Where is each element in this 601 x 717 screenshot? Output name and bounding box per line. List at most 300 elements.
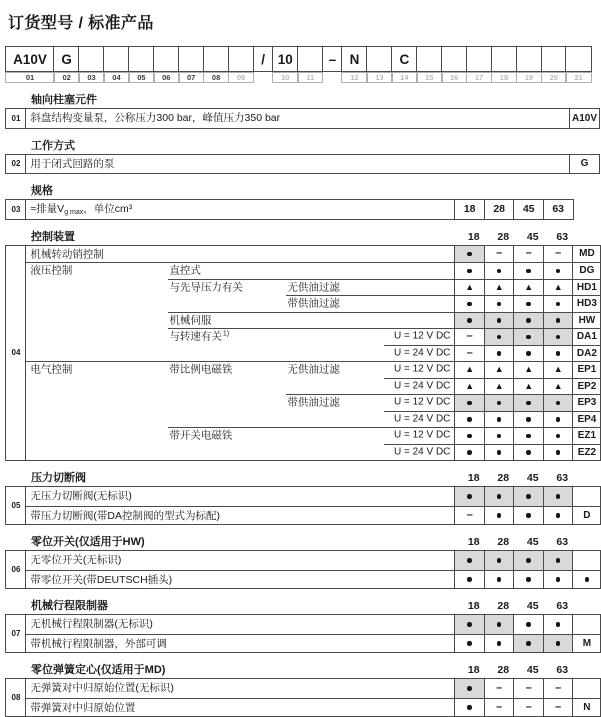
row-separator-line [26,262,454,263]
row-labels [26,411,454,428]
availability-cell [543,551,573,570]
dot-symbol [526,417,531,422]
order-code-separator: – [322,46,343,72]
position-number: 10 [272,72,299,83]
size-header-label: 18 [467,536,480,548]
availability-cell [454,551,484,570]
row-description: 用于闭式回路的泵 [30,157,115,170]
section-header [31,140,600,153]
position-number: 14 [391,72,418,83]
size-header-label: 18 [467,230,480,243]
availability-cell [543,427,573,444]
page-title: 订货型号 / 标准产品 [8,15,154,32]
row-number: 05 [5,486,27,525]
availability-cell [513,507,543,525]
table-row [26,378,600,395]
availability-cell [484,361,514,378]
order-code-box [565,46,592,72]
order-code-box [441,46,468,72]
availability-cell [484,427,514,444]
section-title: 机械行程限制器 [31,600,108,612]
triangle-symbol: ▲ [524,380,534,391]
section-header [31,536,600,549]
position-number: 07 [178,72,205,83]
size-header-label: 45 [526,536,539,548]
availability-cell [513,411,543,428]
code-cell: HD1 [572,279,600,296]
voltage-label: U = 24 V DC [393,413,451,425]
code-cell [572,571,600,589]
section-title: 控制装置 [31,230,75,243]
dash-symbol: – [496,247,503,260]
availability-cell [484,394,514,411]
order-code-bar [5,46,600,72]
availability-cell [513,394,543,411]
availability-cell [484,411,514,428]
dot-symbol [585,577,590,582]
order-code-box [103,46,130,72]
dot-symbol [526,318,531,323]
position-number: 03 [78,72,105,83]
section-header [31,94,600,107]
position-number: 12 [341,72,368,83]
size-cell: 63 [543,200,573,219]
availability-cell [513,487,543,506]
availability-cell [454,615,484,634]
availability-cell [543,679,573,698]
dot-symbol [556,622,561,627]
dot-symbol [467,269,472,274]
availability-cell [513,246,543,263]
availability-cell [513,361,543,378]
section-table [25,199,574,220]
availability-cell [484,507,514,525]
table-row [26,615,600,634]
position-number: 01 [5,72,55,83]
dot-symbol [556,577,561,582]
dot-symbol [497,450,502,455]
section-08 [5,664,600,717]
availability-cell [513,312,543,329]
dash-symbol: – [525,681,532,694]
control-label: 与先导压力有关 [169,281,243,294]
dot-symbol [556,417,561,422]
section-body [5,108,600,129]
availability-cell [454,571,484,589]
section-body [5,678,600,717]
size-header-label: 63 [556,600,569,612]
dot-symbol [526,558,531,563]
availability-cell [513,699,543,717]
row-labels [26,444,454,461]
dot-symbol [526,494,531,499]
availability-cell [454,361,484,378]
dot-symbol [526,641,531,646]
order-code-box: N [341,46,368,72]
section-table [25,550,601,589]
triangle-symbol: ▲ [553,380,563,391]
control-label: 液压控制 [30,264,73,277]
dot-symbol [497,335,502,340]
size-header-label: 28 [497,600,510,612]
dot-symbol [497,641,502,646]
section-table [25,678,601,717]
row-labels [26,295,454,312]
position-number: 09 [228,72,255,83]
availability-cell [454,394,484,411]
section-02 [5,140,600,175]
dot-symbol [497,513,502,518]
position-number: 16 [441,72,468,83]
availability-cell [454,507,484,525]
availability-cell [454,328,484,345]
row-number: 01 [5,108,27,129]
size-header-label: 18 [467,664,480,676]
dot-symbol [497,434,502,439]
control-label: 无供油过滤 [287,281,340,294]
dot-symbol [526,434,531,439]
dot-symbol [497,494,502,499]
table-row [26,246,600,263]
section-title: 轴向柱塞元件 [31,94,97,106]
position-number: 13 [366,72,393,83]
code-cell: EP2 [572,378,600,395]
availability-cell [513,635,543,653]
availability-cell [484,487,514,506]
voltage-label: U = 24 V DC [393,446,451,458]
size-header-label: 63 [556,472,569,484]
order-code-box [491,46,518,72]
row-separator-line [384,411,454,412]
availability-cell [454,444,484,461]
position-number: 20 [541,72,568,83]
dash-symbol: – [555,700,562,713]
availability-cell [513,427,543,444]
table-row [26,262,600,279]
order-code-box [203,46,230,72]
row-description: 无零位开关(无标识) [30,554,122,566]
triangle-symbol: ▲ [494,281,504,292]
availability-cell [484,262,514,279]
size-header-label: 28 [497,230,510,243]
dot-symbol [467,577,472,582]
voltage-label: U = 12 V DC [393,396,451,408]
availability-cell [484,312,514,329]
section-header [31,472,600,485]
section-body [5,614,600,653]
section-table [25,486,601,525]
row-description: 无压力切断阀(无标识) [30,490,132,502]
row-number: 07 [5,614,27,653]
section-title: 零位弹簧定心(仅适用于MD) [31,664,166,676]
size-header-label: 18 [467,600,480,612]
code-cell: G [569,155,599,174]
triangle-symbol: ▲ [553,364,563,375]
dot-symbol [556,494,561,499]
order-code-box [178,46,205,72]
row-labels [26,427,454,444]
section-01 [5,94,600,129]
dot-symbol [467,302,472,307]
section-table [25,154,600,175]
dot-symbol [526,577,531,582]
dot-symbol [526,269,531,274]
row-description: 带零位开关(带DEUTSCH插头) [30,573,173,586]
row-description: 无弹簧对中归原始位置(无标识) [30,682,174,694]
section-title: 零位开关(仅适用于HW) [31,536,145,548]
table-row [26,698,600,717]
dot-symbol [526,302,531,307]
triangle-symbol: ▲ [524,364,534,375]
dot-symbol [556,641,561,646]
availability-cell [543,635,573,653]
availability-cell [513,328,543,345]
size-cell: 45 [513,200,543,219]
table-row [26,155,599,174]
order-code-box [128,46,155,72]
availability-cell [484,444,514,461]
order-code-box: C [391,46,418,72]
triangle-symbol: ▲ [465,364,475,375]
triangle-symbol: ▲ [465,281,475,292]
dot-symbol [526,335,531,340]
availability-cell [513,378,543,395]
row-number: 06 [5,550,27,589]
row-labels [26,345,454,362]
dot-symbol [497,401,502,406]
row-labels [26,312,454,329]
order-code-box: 10 [272,46,299,72]
section-header [31,664,600,677]
size-header-label: 63 [556,664,569,676]
section-title: 工作方式 [31,139,75,152]
order-code-box [78,46,105,72]
availability-cell [543,345,573,362]
dot-symbol [467,252,472,257]
code-cell: A10V [569,109,599,128]
dot-symbol [526,401,531,406]
section-03 [5,185,600,220]
availability-cell [543,295,573,312]
availability-cell [513,262,543,279]
control-label: 无供油过滤 [287,363,340,376]
availability-cell [543,444,573,461]
position-number [253,72,274,83]
size-header-label: 45 [526,230,539,243]
availability-cell [454,679,484,698]
code-cell [572,487,600,506]
availability-cell [484,699,514,717]
table-row [26,444,600,461]
availability-cell [543,328,573,345]
row-labels [26,394,454,411]
dot-symbol [467,705,472,710]
dot-symbol [556,513,561,518]
code-cell: EP4 [572,411,600,428]
availability-cell [484,295,514,312]
row-labels [26,279,454,296]
size-cell: 28 [484,200,514,219]
availability-cell [484,378,514,395]
position-number: 19 [516,72,543,83]
row-separator-line [384,378,454,379]
voltage-label: U = 24 V DC [393,347,451,359]
dot-symbol [556,335,561,340]
voltage-label: U = 12 V DC [393,330,451,342]
availability-cell [454,345,484,362]
availability-cell [454,635,484,653]
dash-symbol: – [466,330,473,343]
table-row [26,295,600,312]
code-cell: DG [572,262,600,279]
availability-cell [543,312,573,329]
dash-symbol: – [525,247,532,260]
table-row [26,570,600,589]
triangle-symbol: ▲ [524,281,534,292]
dot-symbol [556,558,561,563]
availability-cell [513,615,543,634]
size-header-label: 28 [497,536,510,548]
section-table [25,614,601,653]
dot-symbol [556,302,561,307]
code-cell: DA1 [572,328,600,345]
control-label: 与转速有关$^{1)}$ [169,330,230,343]
order-code-box [541,46,568,72]
availability-cell [513,571,543,589]
availability-cell [454,279,484,296]
position-number: 15 [416,72,443,83]
order-code-box [366,46,393,72]
row-number: 03 [5,199,27,220]
availability-cell [513,679,543,698]
availability-cell [484,328,514,345]
row-description: 带压力切断阀(带DA控制阀的型式为标配) [30,509,220,522]
control-label: 机械转动销控制 [30,248,104,261]
size-header-label: 45 [526,600,539,612]
table-row [26,551,600,570]
availability-cell [484,635,514,653]
order-code-box [228,46,255,72]
code-cell: N [572,699,600,717]
control-label: 带开关电磁铁 [169,429,233,442]
dash-symbol: – [466,508,473,521]
row-separator-line [26,361,454,362]
row-description: ≈排量Vg max，单位cm³ [30,203,133,216]
dot-symbol [467,318,472,323]
code-cell: EZ1 [572,427,600,444]
section-table [25,108,600,129]
dot-symbol [497,269,502,274]
availability-cell [484,551,514,570]
dot-symbol [467,641,472,646]
row-description: 无机械行程限制器(无标识) [30,618,153,630]
dot-symbol [467,686,472,691]
size-header-label: 45 [526,472,539,484]
row-description: 带机械行程限制器，外部可调 [30,637,167,650]
row-labels [26,262,454,279]
section-title: 压力切断阀 [31,472,86,484]
availability-cell [454,312,484,329]
availability-cell [543,507,573,525]
availability-cell [543,262,573,279]
availability-cell [454,427,484,444]
table-row [26,506,600,525]
order-code-box [516,46,543,72]
code-cell: EP1 [572,361,600,378]
availability-cell [543,571,573,589]
section-body [5,199,600,220]
control-label: 直控式 [169,264,201,277]
availability-cell [454,378,484,395]
triangle-symbol: ▲ [494,364,504,375]
section-07 [5,600,600,653]
dot-symbol [497,577,502,582]
section-body [5,550,600,589]
section-06 [5,536,600,589]
code-cell: MD [572,246,600,263]
order-code-position-row [5,72,600,83]
dot-symbol [497,417,502,422]
table-row [26,361,600,378]
code-cell: DA2 [572,345,600,362]
dot-symbol [556,351,561,356]
availability-cell [543,615,573,634]
table-row [26,411,600,428]
availability-cell [543,279,573,296]
dot-symbol [556,401,561,406]
dot-symbol [467,622,472,627]
table-row [26,487,600,506]
availability-cell [543,378,573,395]
control-label: 带供油过滤 [287,297,340,310]
control-label: 机械伺服 [169,314,212,327]
code-cell: HW [572,312,600,329]
section-header [31,185,600,198]
dot-symbol [467,434,472,439]
size-header-label: 63 [556,536,569,548]
subscript-text: g max [64,209,84,216]
dash-symbol: – [496,681,503,694]
control-label: 电气控制 [30,363,73,376]
order-code-separator: / [253,46,274,72]
availability-cell [484,279,514,296]
dot-symbol [497,622,502,627]
dot-symbol [526,351,531,356]
position-number: 08 [203,72,230,83]
availability-cell [513,279,543,296]
table-row [26,279,600,296]
section-body [5,486,600,525]
dot-symbol [497,351,502,356]
section-body [5,154,600,175]
dot-symbol [467,401,472,406]
voltage-label: U = 12 V DC [393,429,451,441]
row-number: 04 [5,245,27,462]
position-number: 21 [565,72,592,83]
dash-symbol: – [555,681,562,694]
dot-symbol [526,450,531,455]
triangle-symbol: ▲ [494,380,504,391]
size-header-label: 45 [526,664,539,676]
control-label: 带供油过滤 [287,396,340,409]
table-row [26,427,600,444]
dot-symbol [497,302,502,307]
dot-symbol [556,450,561,455]
availability-cell [543,246,573,263]
availability-cell [513,444,543,461]
table-row [26,200,573,219]
table-row [26,345,600,362]
